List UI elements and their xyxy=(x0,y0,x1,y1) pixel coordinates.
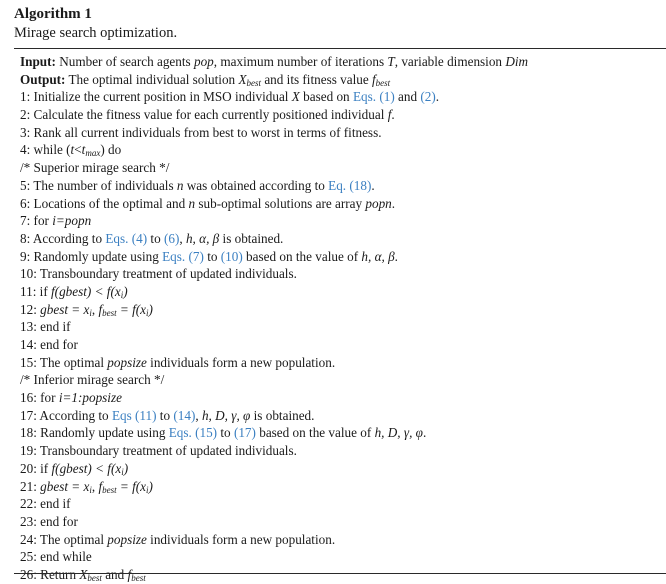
line-text: n xyxy=(176,177,184,193)
line-text: to xyxy=(156,407,174,423)
algorithm-line xyxy=(20,212,660,230)
subscript: i xyxy=(120,289,124,300)
line-text: to xyxy=(217,425,234,441)
algorithm-line xyxy=(20,71,660,89)
line-text: t xyxy=(81,142,86,158)
line-text: ) xyxy=(123,460,129,476)
line-text: individuals form a new population. xyxy=(146,531,336,547)
line-text: . xyxy=(422,425,427,441)
subscript: i xyxy=(89,307,92,318)
line-text: 23: end for xyxy=(20,513,78,529)
algorithm-line xyxy=(20,88,660,106)
line-text: f(gbest) < f(x xyxy=(51,460,122,476)
line-text: ) xyxy=(148,478,153,494)
line-text: pop xyxy=(193,54,214,69)
line-text: and its fitness value xyxy=(261,71,372,87)
line-text: h, α, β xyxy=(185,230,220,246)
line-text: 15: The optimal xyxy=(20,354,108,370)
line-text: = f(x xyxy=(116,301,147,317)
equation-reference-link[interactable]: Eqs. (4) xyxy=(105,230,148,246)
algorithm-line xyxy=(20,407,660,425)
line-text: ) xyxy=(123,283,128,299)
line-text: 6: Locations of the optimal and xyxy=(20,195,189,211)
line-text: ) xyxy=(148,301,153,317)
algorithm-label: Algorithm 1 xyxy=(14,6,92,22)
algorithm-line xyxy=(20,548,660,566)
line-text: , xyxy=(195,407,202,423)
line-text: popn xyxy=(365,195,392,211)
line-text: X xyxy=(79,566,88,582)
line-text: = f(x xyxy=(116,478,147,494)
line-text: is obtained. xyxy=(250,407,315,423)
line-text: f xyxy=(372,71,376,87)
line-text: 8: According to xyxy=(20,230,106,246)
subscript: best xyxy=(375,77,391,88)
line-text: ) do xyxy=(100,142,122,158)
algorithm-line xyxy=(20,230,660,248)
algorithm-caption: Mirage search optimization. xyxy=(14,25,178,41)
algorithm-line xyxy=(20,159,660,177)
equation-reference-link[interactable]: (2) xyxy=(420,89,436,105)
equation-reference-link[interactable]: Eqs. (7) xyxy=(162,248,204,264)
line-text: popsize xyxy=(107,531,147,547)
algorithm-line xyxy=(20,248,660,266)
line-text: 12: xyxy=(20,301,41,317)
line-text: 21: xyxy=(20,478,41,494)
line-text: gbest = x xyxy=(40,478,90,494)
line-text: 17: According to xyxy=(20,407,112,423)
line-text: 14: end for xyxy=(20,337,78,352)
line-text: 25: end while xyxy=(20,549,92,565)
line-text: Dim xyxy=(505,54,529,69)
algorithm-line xyxy=(20,442,660,460)
subscript: best xyxy=(87,572,102,583)
line-text: h, D, γ, φ xyxy=(374,425,423,441)
line-text: 7: for xyxy=(20,213,53,229)
line-text: 20: if xyxy=(20,460,52,476)
algorithm-line xyxy=(20,265,660,283)
line-text: f xyxy=(98,478,103,494)
line-text: 24: The optimal xyxy=(20,531,108,547)
algorithm-line xyxy=(20,513,660,531)
line-text: 22: end if xyxy=(20,496,71,512)
algorithm-line xyxy=(20,371,660,389)
line-text: is obtained. xyxy=(219,230,284,246)
line-text: 26: Return xyxy=(20,566,80,582)
algorithm-line xyxy=(20,478,660,496)
algorithm-line xyxy=(20,283,660,301)
line-text: popsize xyxy=(107,354,147,370)
line-text: /* Inferior mirage search */ xyxy=(20,372,165,388)
algorithm-line xyxy=(20,531,660,549)
subscript: best xyxy=(131,572,146,583)
algorithm-line xyxy=(20,389,660,407)
subscript: best xyxy=(102,307,117,318)
line-text: 19: Transboundary treatment of updated individuals. xyxy=(20,443,297,459)
line-text: , xyxy=(91,301,99,317)
line-text: n xyxy=(188,195,196,211)
line-text: . xyxy=(435,89,440,105)
line-text: 18: Randomly update using xyxy=(20,425,169,441)
algorithm-line xyxy=(20,195,660,213)
line-text: 11: if xyxy=(20,283,52,299)
algorithm-line xyxy=(20,106,660,124)
line-text: 1: Initialize the current position in MSO individual xyxy=(20,89,292,105)
line-text: 10: Transboundary treatment of updated individuals. xyxy=(20,266,297,282)
line-keyword: Output: xyxy=(20,71,66,87)
line-text: f xyxy=(127,566,132,582)
subscript: best xyxy=(246,77,262,88)
line-text: based on xyxy=(299,89,353,105)
subscript: i xyxy=(89,484,92,495)
subscript: best xyxy=(102,484,117,495)
subscript: i xyxy=(121,466,124,477)
algorithm-header xyxy=(14,5,177,43)
line-keyword: Input: xyxy=(20,54,56,69)
line-text: X xyxy=(291,89,300,105)
algorithm-line xyxy=(20,141,660,159)
algorithm-line xyxy=(20,124,660,142)
algorithm-line xyxy=(20,53,660,71)
line-text: 16: for xyxy=(20,390,59,406)
line-text: based on the value of xyxy=(242,248,362,264)
line-text: t xyxy=(70,142,75,158)
line-text: and xyxy=(394,89,421,105)
line-text: gbest = x xyxy=(40,301,90,317)
algorithm-line xyxy=(20,460,660,478)
equation-reference-link[interactable]: (14) xyxy=(173,407,196,423)
equation-reference-link[interactable]: Eqs. (15) xyxy=(168,425,218,441)
algorithm-line xyxy=(20,566,660,584)
equation-reference-link[interactable]: Eqs. (1) xyxy=(352,89,395,105)
algorithm-line xyxy=(20,354,660,372)
line-text: /* Superior mirage search */ xyxy=(20,160,170,176)
line-text: i=1:popsize xyxy=(58,390,122,406)
line-text: to xyxy=(147,230,164,246)
line-text: 2: Calculate the fitness value for each currently positioned individual xyxy=(20,107,388,123)
line-text: 9: Randomly update using xyxy=(20,248,163,264)
equation-reference-link[interactable]: Eqs (11) xyxy=(111,407,157,423)
line-text: to xyxy=(203,248,221,264)
line-text: Number of search agents xyxy=(55,54,194,69)
algorithm-line xyxy=(20,177,660,195)
algorithm-body xyxy=(20,53,660,584)
line-text: sub-optimal solutions are array xyxy=(195,195,366,211)
line-text: f(gbest) < f(x xyxy=(51,283,121,299)
line-text: . xyxy=(371,177,375,193)
line-text: and xyxy=(101,566,128,582)
subscript: max xyxy=(85,148,101,159)
line-text: , xyxy=(179,230,186,246)
line-text: 4: while ( xyxy=(20,142,71,158)
line-text: 3: Rank all current individuals from best to worst in terms of fitness. xyxy=(20,124,382,140)
line-text: , maximum number of iterations xyxy=(213,54,388,69)
equation-reference-link[interactable]: (17) xyxy=(233,425,256,441)
line-text: , variable dimension xyxy=(394,54,506,69)
equation-reference-link[interactable]: (10) xyxy=(220,248,243,264)
top-rule xyxy=(14,48,666,49)
line-text: < xyxy=(74,142,82,158)
line-text: was obtained according to xyxy=(183,177,329,193)
line-text: T xyxy=(387,54,395,69)
bottom-rule xyxy=(14,573,666,574)
line-text: based on the value of xyxy=(255,425,375,441)
line-text: 13: end if xyxy=(20,319,71,335)
equation-reference-link[interactable]: Eq. (18) xyxy=(328,177,372,193)
line-text: 5: The number of individuals xyxy=(20,177,177,193)
line-text: . xyxy=(391,107,395,123)
algorithm-line xyxy=(20,336,660,354)
line-text: h, α, β xyxy=(361,248,395,264)
line-text: h, D, γ, φ xyxy=(201,407,251,423)
line-text: i=popn xyxy=(52,213,92,229)
subscript: i xyxy=(146,484,149,495)
line-text: f xyxy=(98,301,103,317)
subscript: i xyxy=(146,307,149,318)
equation-reference-link[interactable]: (6) xyxy=(163,230,180,246)
line-text: . xyxy=(391,195,396,211)
algorithm-line xyxy=(20,495,660,513)
algorithm-line xyxy=(20,318,660,336)
line-text: . xyxy=(394,248,398,264)
algorithm-line xyxy=(20,301,660,319)
line-text: individuals form a new population. xyxy=(146,354,336,370)
line-text: The optimal individual solution xyxy=(65,71,239,87)
line-text: X xyxy=(238,71,247,87)
line-text: f xyxy=(387,107,392,123)
algorithm-line xyxy=(20,424,660,442)
line-text: , xyxy=(91,478,99,494)
